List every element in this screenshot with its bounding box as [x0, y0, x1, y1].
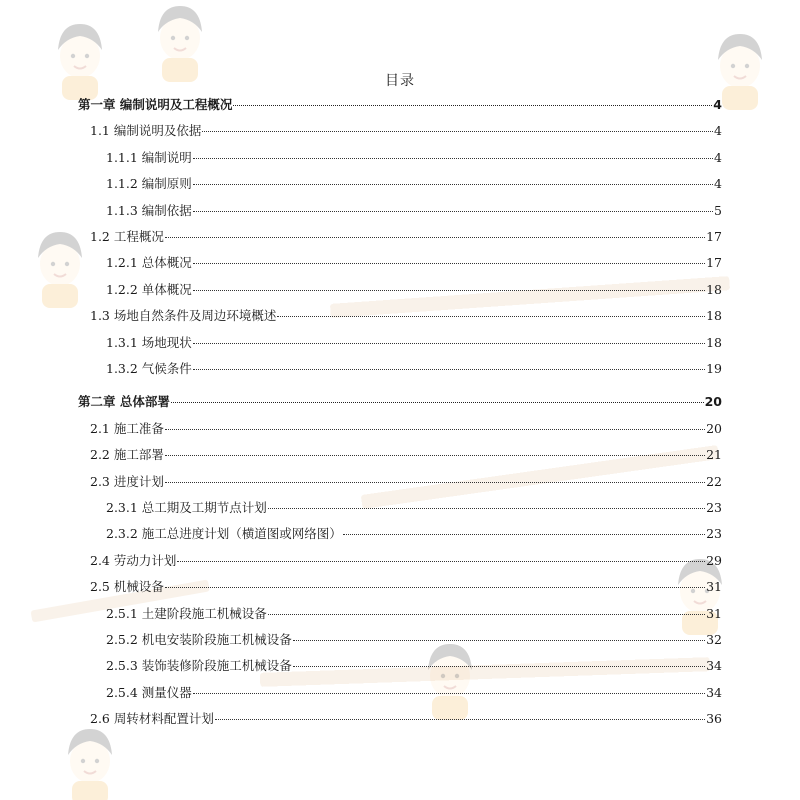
toc-page-number: 4 [714, 149, 722, 165]
toc-page-number: 5 [714, 202, 722, 218]
toc-entry [106, 604, 722, 622]
toc-entry-label: 第二章 总体部署 [78, 394, 170, 410]
dotted-leader [193, 157, 713, 159]
toc-entry-label: 第一章 编制说明及工程概况 [78, 97, 233, 112]
toc-entry [106, 333, 722, 351]
toc-entry-label: 1.2 工程概况 [90, 229, 164, 244]
dotted-leader [165, 481, 705, 483]
toc-entry [106, 280, 722, 298]
toc-page-number: 21 [706, 447, 722, 463]
toc-entry-label: 1.1.3 编制依据 [106, 202, 192, 218]
toc-entry-label: 2.2 施工部署 [90, 447, 164, 463]
toc-page-number: 19 [706, 361, 722, 376]
toc-page-number: 18 [706, 334, 722, 350]
toc-entry-label: 1.1.2 编制原则 [106, 176, 192, 192]
toc-entry [106, 524, 722, 542]
toc-page-number: 20 [706, 420, 722, 436]
dotted-leader [165, 586, 705, 588]
dotted-leader [177, 560, 705, 562]
toc-page-number: 31 [706, 605, 722, 621]
dotted-leader [165, 236, 705, 238]
dotted-leader [277, 315, 705, 317]
toc-entry [106, 201, 722, 219]
toc-entry [90, 577, 722, 595]
dotted-leader [193, 368, 705, 370]
toc-entry [90, 445, 722, 463]
toc-page-number: 36 [706, 711, 722, 727]
toc-page-number: 18 [706, 281, 722, 297]
toc-page-number: 31 [706, 579, 722, 595]
toc-chapter-entry [78, 95, 722, 113]
toc-entry [90, 306, 722, 324]
toc-entry-label: 2.3 进度计划 [90, 473, 164, 489]
toc-entry-label: 2.5.1 土建阶段施工机械设备 [106, 605, 267, 621]
toc-entry [90, 419, 722, 437]
toc-entry-label: 1.3.1 场地现状 [106, 334, 192, 350]
toc-entry-label: 2.5.3 装饰装修阶段施工机械设备 [106, 658, 292, 674]
toc-entry-label: 1.1 编制说明及依据 [90, 123, 202, 139]
dotted-leader [343, 533, 705, 535]
toc-entry-label: 2.6 周转材料配置计划 [90, 711, 214, 727]
dotted-leader [193, 289, 705, 291]
toc-entry [106, 498, 722, 516]
toc-entry-label: 1.3.2 气候条件 [106, 361, 192, 376]
toc-entry [106, 683, 722, 701]
toc-page-number: 17 [706, 229, 722, 244]
toc-entry [90, 121, 722, 139]
dotted-leader [293, 665, 705, 667]
dotted-leader [193, 262, 705, 264]
toc-chapter-entry [78, 392, 722, 410]
toc-entry-label: 2.5.2 机电安装阶段施工机械设备 [106, 632, 292, 647]
dotted-leader [165, 428, 705, 430]
toc-entry [106, 148, 722, 166]
toc-entry [106, 656, 722, 674]
toc-page-number: 29 [706, 552, 722, 568]
toc-page-number: 17 [706, 255, 722, 271]
toc-entry [90, 227, 722, 245]
toc-entry [90, 551, 722, 569]
toc-entry [90, 472, 722, 490]
dotted-leader [171, 401, 704, 403]
toc-page-number: 18 [706, 308, 722, 324]
dotted-leader [193, 692, 705, 694]
dotted-leader [193, 210, 713, 212]
toc-entry-label: 2.3.2 施工总进度计划（横道图或网络图） [106, 526, 342, 542]
toc-entry [106, 630, 722, 648]
toc-entry [106, 174, 722, 192]
dotted-leader [202, 130, 713, 132]
dotted-leader [268, 613, 705, 615]
toc-page-number: 4 [713, 97, 722, 112]
toc-page-number: 32 [706, 632, 722, 647]
toc-entry-label: 1.3 场地自然条件及周边环境概述 [90, 308, 277, 324]
dotted-leader [293, 639, 705, 641]
toc-title: 目录 [385, 73, 415, 89]
toc-entry [106, 359, 722, 377]
dotted-leader [165, 454, 705, 456]
toc-entry-label: 2.1 施工准备 [90, 420, 164, 436]
dotted-leader [193, 342, 705, 344]
toc-page-number: 4 [714, 176, 722, 192]
toc-entry-label: 1.2.1 总体概况 [106, 255, 192, 271]
dotted-leader [268, 507, 705, 509]
toc-entry [90, 709, 722, 727]
dotted-leader [193, 183, 713, 185]
dotted-leader [215, 718, 705, 720]
toc-page-number: 22 [706, 473, 722, 489]
toc-entry-label: 1.2.2 单体概况 [106, 281, 192, 297]
toc-entry-label: 2.5.4 测量仪器 [106, 684, 192, 700]
toc-page-number: 23 [706, 500, 722, 515]
toc-entry-label: 2.4 劳动力计划 [90, 552, 177, 568]
toc-entry-label: 2.5 机械设备 [90, 579, 164, 595]
toc-page-number: 34 [706, 684, 722, 700]
toc-entry [106, 253, 722, 271]
toc-entry-label: 1.1.1 编制说明 [106, 149, 192, 165]
toc-page-number: 34 [706, 658, 722, 674]
toc-page-number: 23 [706, 526, 722, 542]
dotted-leader [233, 104, 712, 106]
toc-entry-label: 2.3.1 总工期及工期节点计划 [106, 500, 267, 515]
toc-page-number: 20 [704, 394, 722, 410]
toc-page-number: 4 [714, 123, 722, 139]
